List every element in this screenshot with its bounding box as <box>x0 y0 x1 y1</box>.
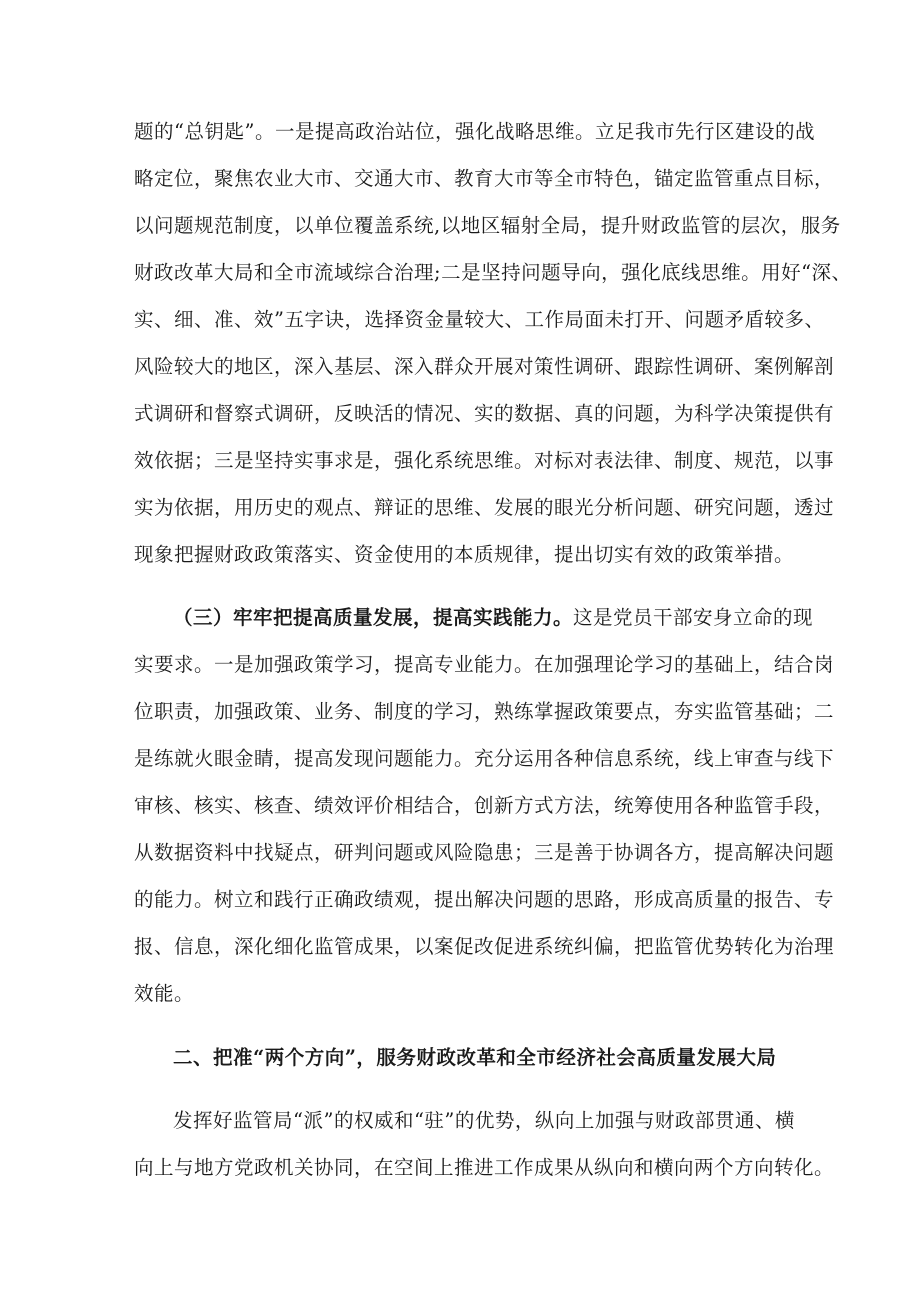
paragraph-2-line-1 <box>173 604 814 632</box>
paragraph-1-line-8: 效依据；三是坚持实事求是，强化系统思维。对标对表法律、制度、规范，以事 <box>134 449 835 472</box>
paragraph-1-line-4: 财政改革大局和全市流域综合治理;二是坚持问题导向，强化底线思维。用好“深、 <box>134 261 852 284</box>
paragraph-2-first-line-rest: 这是党员干部安身立命的现 <box>573 606 814 629</box>
paragraph-2-line-4: 是练就火眼金睛，提高发现问题能力。充分运用各种信息系统，线上审查与线下 <box>134 747 835 770</box>
paragraph-3-line-1: 发挥好监管局“派”的权威和“驻”的优势，纵向上加强与财政部贯通、横 <box>173 1109 795 1132</box>
paragraph-2-line-2: 实要求。一是加强政策学习，提高专业能力。在加强理论学习的基础上，结合岗 <box>134 653 835 676</box>
paragraph-2-line-9: 效能。 <box>134 982 195 1005</box>
paragraph-2-line-7: 的能力。树立和践行正确政绩观，提出解决问题的思路，形成高质量的报告、专 <box>134 888 835 911</box>
paragraph-1-line-6: 风险较大的地区，深入基层、深入群众开展对策性调研、跟踪性调研、案例解剖 <box>134 355 835 378</box>
paragraph-2-line-5: 审核、核实、核查、绩效评价相结合，创新方式方法，统筹使用各种监管手段， <box>134 794 835 817</box>
paragraph-3-line-2: 向上与地方党政机关协同，在空间上推进工作成果从纵向和横向两个方向转化。 <box>134 1156 835 1179</box>
paragraph-2-bold-lead: （三）牢牢把提高质量发展，提高实践能力。 <box>173 606 574 629</box>
paragraph-1-line-2: 略定位，聚焦农业大市、交通大市、教育大市等全市特色，锚定监管重点目标， <box>134 167 835 190</box>
paragraph-2-line-3: 位职责，加强政策、业务、制度的学习，熟练掌握政策要点，夯实监管基础；二 <box>134 700 835 723</box>
paragraph-1-line-3: 以问题规范制度，以单位覆盖系统,以地区辐射全局，提升财政监管的层次，服务 <box>134 214 841 237</box>
paragraph-2-line-8: 报、信息，深化细化监管成果，以案促改促进系统纠偏，把监管优势转化为治理 <box>134 935 835 958</box>
paragraph-1-line-1: 题的“总钥匙”。一是提高政治站位，强化战略思维。立足我市先行区建设的战 <box>134 120 815 143</box>
paragraph-2-line-6: 从数据资料中找疑点，研判问题或风险隐患；三是善于协调各方，提高解决问题 <box>134 841 835 864</box>
paragraph-1-line-5: 实、细、准、效”五字诀，选择资金量较大、工作局面未打开、问题矛盾较多、 <box>134 308 825 331</box>
paragraph-1-line-9: 实为依据，用历史的观点、辩证的思维、发展的眼光分析问题、研究问题，透过 <box>134 496 835 519</box>
paragraph-1-line-10: 现象把握财政政策落实、资金使用的本质规律，提出切实有效的政策举措。 <box>134 543 795 566</box>
section-heading: 二、把准“两个方向”，服务财政改革和全市经济社会高质量发展大局 <box>173 1046 777 1069</box>
paragraph-1-line-7: 式调研和督察式调研，反映活的情况、实的数据、真的问题，为科学决策提供有 <box>134 402 835 425</box>
